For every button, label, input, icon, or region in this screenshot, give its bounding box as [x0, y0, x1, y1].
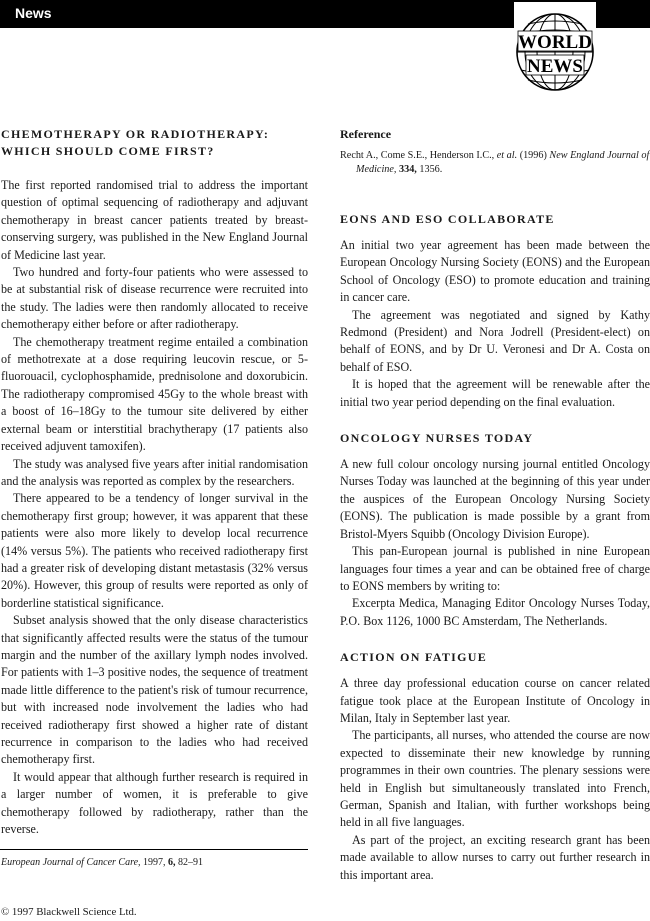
nurses-paragraph: This pan-European journal is published in nine European languages four times a year and can be obtained free of charge to EONS members by writing to:	[340, 544, 650, 593]
article-heading-fatigue: ACTION ON FATIGUE	[340, 650, 487, 665]
article-heading-chemo	[1, 126, 308, 160]
reference-citation	[340, 149, 650, 177]
fatigue-paragraph: A three day professional education course on cancer related fatigue took place at the European Institute of Oncology in Milan, Italy in September last year.	[340, 676, 650, 725]
ref-volume: 334,	[399, 164, 417, 175]
article-heading-eons: EONS AND ESO COLLABORATE	[340, 212, 555, 226]
nurses-paragraph: Excerpta Medica, Managing Editor Oncology Nurses Today, P.O. Box 1126, 1000 BC Amsterdam, The Netherlands.	[340, 596, 650, 628]
eons-paragraph: It is hoped that the agreement will be renewable after the initial two year period depending on the final evaluation.	[340, 377, 650, 409]
ref-authors: Recht A., Come S.E., Henderson I.C.,	[340, 150, 495, 161]
reference-heading: Reference	[340, 127, 392, 141]
eons-paragraph: An initial two year agreement has been made between the European Oncology Nursing Society (EONS) and the European School of Oncology (ESO) to promote education and training in cancer care.	[340, 238, 650, 305]
logo-text-world: WORLD	[518, 32, 592, 53]
article-heading-nurses: ONCOLOGY NURSES TODAY	[340, 431, 534, 446]
journal-pages: 82–91	[178, 857, 204, 868]
chemo-paragraph: The first reported randomised trial to address the important question of optimal sequencing of radiotherapy and adjuvant chemotherapy in breast cancer patients treated by breast-conserving surgery, was published in the New England Journal of Medicine last year.	[1, 178, 308, 262]
nurses-paragraph: A new full colour oncology nursing journal entitled Oncology Nurses Today was launched at the beginning of this year under the auspices of the European Oncology Nursing Society (EONS). The publication is made possible by a grant from Bristol-Myers Squibb (Oncology Division Europe).	[340, 457, 650, 541]
chemo-paragraph: It would appear that although further research is required in a larger number of women, it is preferable to give chemotherapy followed by radiotherapy, rather than the reverse.	[1, 769, 308, 837]
chemo-paragraph: Two hundred and forty-four patients who were assessed to be at substantial risk of disease recurrence were recruited into the study. The ladies were then randomly allocated to receive chemotherapy either before or after radiotherapy.	[1, 265, 308, 332]
footer-divider	[0, 849, 308, 850]
chemo-paragraph: There appeared to be a tendency of longer survival in the chemotherapy first group; however, it was apparent that these patients were also more likely to develop local recurrence (14% versus 5%). The patients who received radiotherapy first had a greater risk of developing distant metastasis (32% versus 20%). However, this group of results were reported as only of borderline statistical significance.	[1, 491, 308, 610]
chemo-paragraph: The study was analysed five years after initial randomisation and the analysis was reported as complex by the researchers.	[1, 456, 308, 488]
ref-year: (1996)	[519, 150, 547, 161]
journal-volume: 6,	[168, 857, 176, 868]
journal-citation	[1, 857, 203, 868]
right-column	[340, 126, 650, 884]
world-news-logo	[514, 2, 596, 98]
heading-line-1: CHEMOTHERAPY OR RADIOTHERAPY:	[1, 127, 270, 141]
fatigue-paragraph: As part of the project, an exciting research grant has been made available to allow nurses to carry out further research in this important area.	[340, 832, 650, 882]
ref-etal: et al.	[496, 150, 518, 161]
fatigue-paragraph: The participants, all nurses, who attended the course are now expected to disseminate their new knowledge by running programmes in their own countries. The plenary sessions were held in English but simultaneously translated into French, German, Spanish and Italian, with further workshops being held in all five languages.	[340, 728, 650, 830]
chemo-paragraph: The chemotherapy treatment regime entailed a combination of methotrexate at a dose requiring leucovin rescue, or 5-fluorouacil, cyclophosphamide, prednisolone and doxorubicin. The radiotherapy compromised 45Gy to the whole breast with a boost of 16–18Gy to the tumour site delivered by either external beam or interstitial brachytherapy (17 patients also received adjuvent tamoxifen).	[1, 334, 308, 454]
heading-line-2: WHICH SHOULD COME FIRST?	[1, 144, 215, 158]
logo-text-news: NEWS	[527, 56, 583, 77]
ref-journal: New England Journal of Medicine,	[356, 150, 650, 175]
journal-name: European Journal of Cancer Care,	[1, 857, 141, 868]
section-label: News	[15, 5, 52, 21]
eons-paragraph: The agreement was negotiated and signed by Kathy Redmond (President) and Nora Jodrell (President-elect) on behalf of EONS, and by Dr U. Veronesi and Dr A. Costa on behalf of ESO.	[340, 307, 650, 374]
left-column	[1, 126, 308, 838]
copyright-notice: © 1997 Blackwell Science Ltd.	[1, 906, 137, 918]
ref-pages: 1356.	[419, 164, 443, 175]
journal-year: 1997,	[143, 857, 166, 868]
chemo-paragraph: Subset analysis showed that the only disease characteristics that significantly affected results were the status of the tumour margin and the number of the axillary lymph nodes involved. For patients with 1–3 positive nodes, the sequence of treatment made little difference to the patient's risk of tumour recurrence, but with increased node involvement the ladies who had received radiotherapy first showed a higher rate of distant recurrence in comparison to the ladies who had received chemotherapy first.	[1, 613, 308, 767]
